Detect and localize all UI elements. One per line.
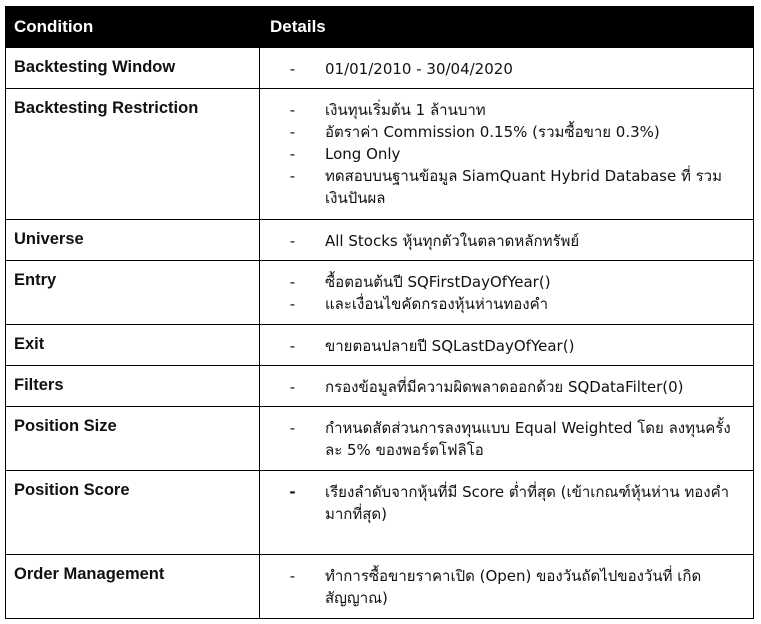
detail-item: - และเงื่อนไขคัดกรองหุ้นห่านทองคำ [289, 295, 549, 313]
condition-cell: Filters [6, 366, 260, 406]
details-cell [260, 89, 753, 219]
details-cell [260, 325, 753, 365]
condition-cell: Position Size [6, 407, 260, 470]
condition-cell: Entry [6, 261, 260, 324]
details-cell [260, 366, 753, 406]
details-cell [260, 471, 753, 554]
header-condition: Condition [14, 17, 94, 36]
table-row [6, 47, 753, 88]
detail-item: - อัตราค่า Commission 0.15% (รวมซื้อขาย 0.3%) [289, 123, 660, 141]
detail-item: - Long Only [289, 145, 401, 163]
detail-item: - All Stocks หุ้นทุกตัวในตลาดหลักทรัพย์ [289, 232, 580, 250]
bullet-dash: - [289, 60, 296, 78]
condition-cell: Backtesting Window [6, 48, 260, 88]
detail-item: - ทดสอบบนฐานข้อมูล SiamQuant Hybrid Database ที่ รวมเงินปันผล [289, 167, 722, 207]
details-cell [260, 220, 753, 260]
table-row [6, 260, 753, 324]
detail-item: - กำหนดสัดส่วนการลงทุนแบบ Equal Weighted โดย ลงทุนครั้งละ 5% ของพอร์ตโฟลิโอ [289, 419, 731, 459]
table-row [6, 324, 753, 365]
header-details: Details [270, 17, 326, 36]
detail-item: - ทำการซื้อขายราคาเปิด (Open) ของวันถัดไปของวันที่ เกิดสัญญาณ) [289, 567, 702, 607]
details-cell [260, 261, 753, 324]
table-header [6, 7, 753, 47]
condition-cell: Position Score [6, 471, 260, 554]
details-cell [260, 407, 753, 470]
table-row [6, 554, 753, 618]
condition-cell: Universe [6, 220, 260, 260]
details-cell [260, 48, 753, 88]
detail-item: - ขายตอนปลายปี SQLastDayOfYear() [289, 337, 575, 355]
conditions-table [5, 6, 754, 619]
condition-cell: Order Management [6, 555, 260, 618]
details-cell [260, 555, 753, 618]
condition-cell: Backtesting Restriction [6, 89, 260, 219]
table-row [6, 365, 753, 406]
detail-item: - เรียงลำดับจากหุ้นที่มี Score ต่ำที่สุด (เข้าเกณฑ์หุ้นห่าน ทองคำมากที่สุด) [289, 483, 730, 523]
table-row [6, 88, 753, 219]
table-row [6, 219, 753, 260]
detail-item: - กรองข้อมูลที่มีความผิดพลาดออกด้วย SQDataFilter(0) [289, 378, 684, 396]
detail-item: - เงินทุนเริ่มต้น 1 ล้านบาท [289, 101, 486, 119]
detail-item: - ซื้อตอนต้นปี SQFirstDayOfYear() [289, 273, 551, 291]
table-row [6, 470, 753, 554]
table-row [6, 406, 753, 470]
condition-cell: Exit [6, 325, 260, 365]
detail-item: - 01/01/2010 - 30/04/2020 [260, 58, 743, 80]
